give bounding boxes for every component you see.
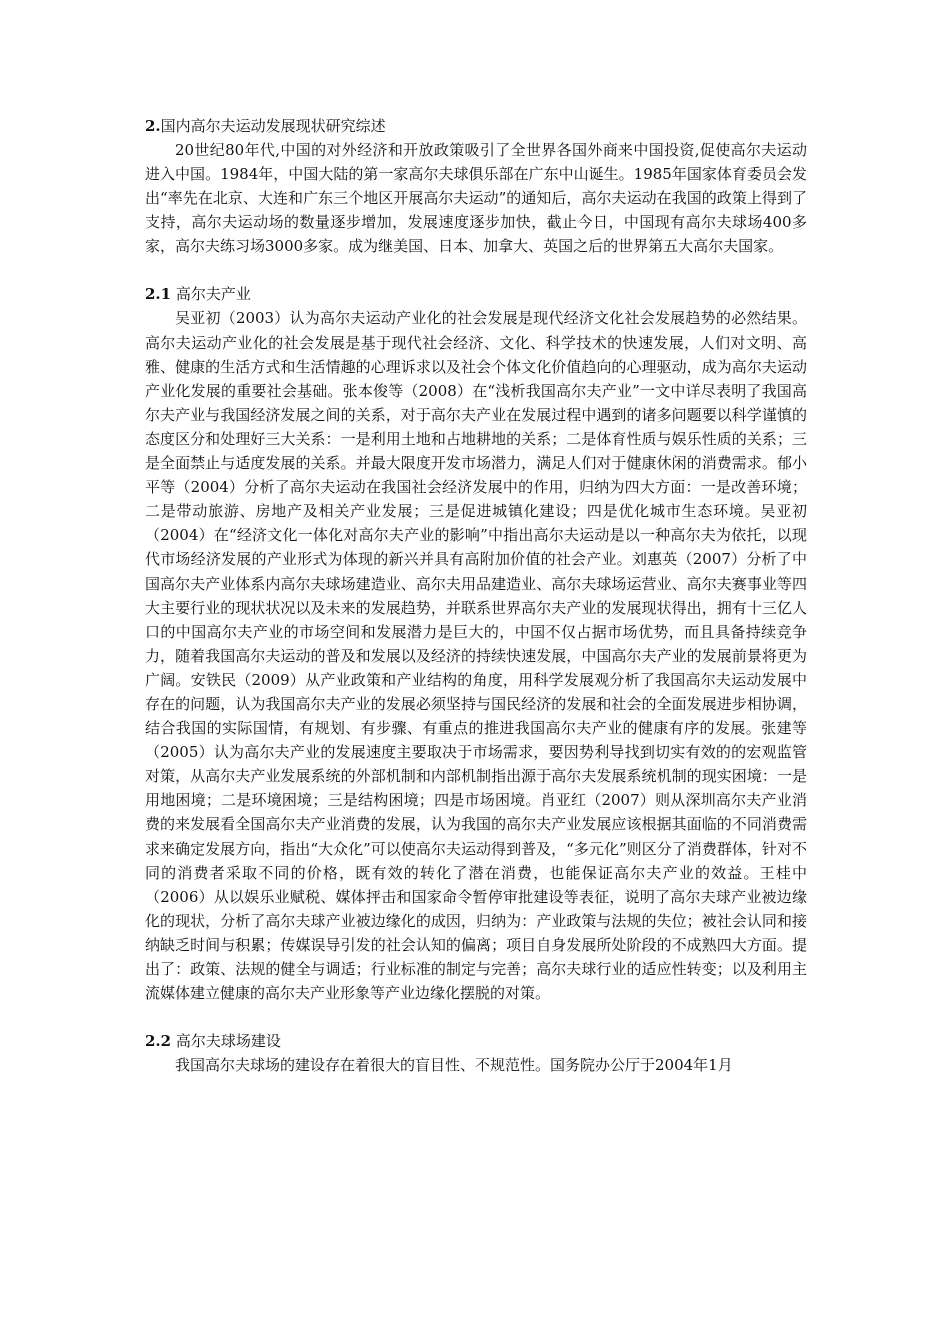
section-title: 高尔夫产业 (175, 285, 251, 304)
body-paragraph: 吴亚初（2003）认为高尔夫运动产业化的社会发展是现代经济文化社会发展趋势的必然结果。高尔夫运动产业化的社会发展是基于现代社会经济、文化、科学技术的快速发展，人们对文明、高雅、健康的生活方式和生活情趣的心理诉求以及社会个体文化价值趋向的心理驱动，成为高尔夫运动产业化发展的重要社会基础。张本俊等（2008）在“浅析我国高尔夫产业”一文中详尽表明了我国高尔夫产业与我国经济发展之间的关系，对于高尔夫产业在发展过程中遇到的诸多问题要以科学谨慎的态度区分和处理好三大关系：一是利用土地和占地耕地的关系；二是体育性质与娱乐性质的关系；三是全面禁止与适度发展的关系。并最大限度开发市场潜力，满足人们对于健康休闲的消费需求。郁小平等（2004）分析了高尔夫运动在我国社会经济发展中的作用，归纳为四大方面：一是改善环境；二是带动旅游、房地产及相关产业发展；三是促进城镇化建设；四是优化城市生态环境。吴亚初（2004）在“经济文化一体化对高尔夫产业的影响”中指出高尔夫运动是以一种高尔夫为依托，以现代市场经济发展的产业形式为体现的新兴并具有高附加价值的社会产业。刘惠英（2007）分析了中国高尔夫产业体系内高尔夫球场建造业、高尔夫用品建造业、高尔夫球场运营业、高尔夫赛事业等四大主要行业的现状状况以及未来的发展趋势，并联系世界高尔夫产业的发展现状得出，拥有十三亿人口的中国高尔夫产业的市场空间和发展潜力是巨大的，中国不仅占据市场优势，而且具备持续竞争力，随着我国高尔夫运动的普及和发展以及经济的持续快速发展，中国高尔夫产业的发展前景将更为广阔。安铁民（2009）从产业政策和产业结构的角度，用科学发展观分析了我国高尔夫运动发展中存在的问题，认为我国高尔夫产业的发展必须坚持与国民经济的发展和社会的全面发展进步相协调，结合我国的实际国情，有规划、有步骤、有重点的推进我国高尔夫产业的健康有序的发展。张建等（2005）认为高尔夫产业的发展速度主要取决于市场需求，要因势利导找到切实有效的的宏观监管对策，从高尔夫产业发展系统的外部机制和内部机制指出源于高尔夫发展系统机制的现实困境：一是用地困境；二是环境困境；三是结构困境；四是市场困境。肖亚红（2007）则从深圳高尔夫产业消费的来发展看全国高尔夫产业消费的发展，认为我国的高尔夫产业发展应该根据其面临的不同消费需求来确定发展方向，指出“大众化”可以使高尔夫运动得到普及，“多元化”则区分了消费群体，针对不同的消费者采取不同的价格，既有效的转化了潜在消费，也能保证高尔夫产业的效益。王桂中（2006）从以娱乐业赋税、媒体抨击和国家命令暂停审批建设等表征，说明了高尔夫球产业被边缘化的现状，分析了高尔夫球产业被边缘化的成因，归纳为：产业政策与法规的失位；被社会认同和接纳缺乏时间与积累；传媒误导引发的社会认知的偏离；项目自身发展所处阶段的不成熟四大方面。提出了：政策、法规的健全与调适；行业标准的制定与完善；高尔夫球行业的适应性转变；以及利用主流媒体建立健康的高尔夫产业形象等产业边缘化摆脱的对策。 (145, 309, 807, 1003)
section-title: 国内高尔夫运动发展现状研究综述 (160, 117, 386, 135)
section-2-1 (145, 282, 807, 1005)
body-paragraph: 我国高尔夫球场的建设存在着很大的盲目性、不规范性。国务院办公厅于2004年1月 (175, 1056, 733, 1075)
section-number: 2. (145, 117, 161, 135)
section-title: 高尔夫球场建设 (175, 1032, 281, 1051)
section-2-2 (145, 1029, 807, 1077)
section-spacer (145, 258, 807, 282)
section-heading (145, 114, 807, 138)
section-heading (145, 1029, 807, 1053)
section-2 (145, 114, 807, 258)
section-number: 2.2 (145, 1032, 172, 1051)
section-heading (145, 282, 807, 306)
body-paragraph: 20世纪80年代,中国的对外经济和开放政策吸引了全世界各国外商来中国投资,促使高尔夫运动进入中国。1984年，中国大陆的第一家高尔夫球俱乐部在广东中山诞生。1985年国家体育委员会发出“率先在北京、大连和广东三个地区开展高尔夫运动”的通知后，高尔夫运动在我国的政策上得到了支持，高尔夫运动场的数量逐步增加，发展速度逐步加快，截止今日，中国现有高尔夫球场400多家，高尔夫练习场3000多家。成为继美国、日本、加拿大、英国之后的世界第五大高尔夫国家。 (145, 141, 807, 256)
document-page (145, 114, 807, 1077)
section-spacer (145, 1005, 807, 1029)
section-number: 2.1 (145, 285, 172, 304)
